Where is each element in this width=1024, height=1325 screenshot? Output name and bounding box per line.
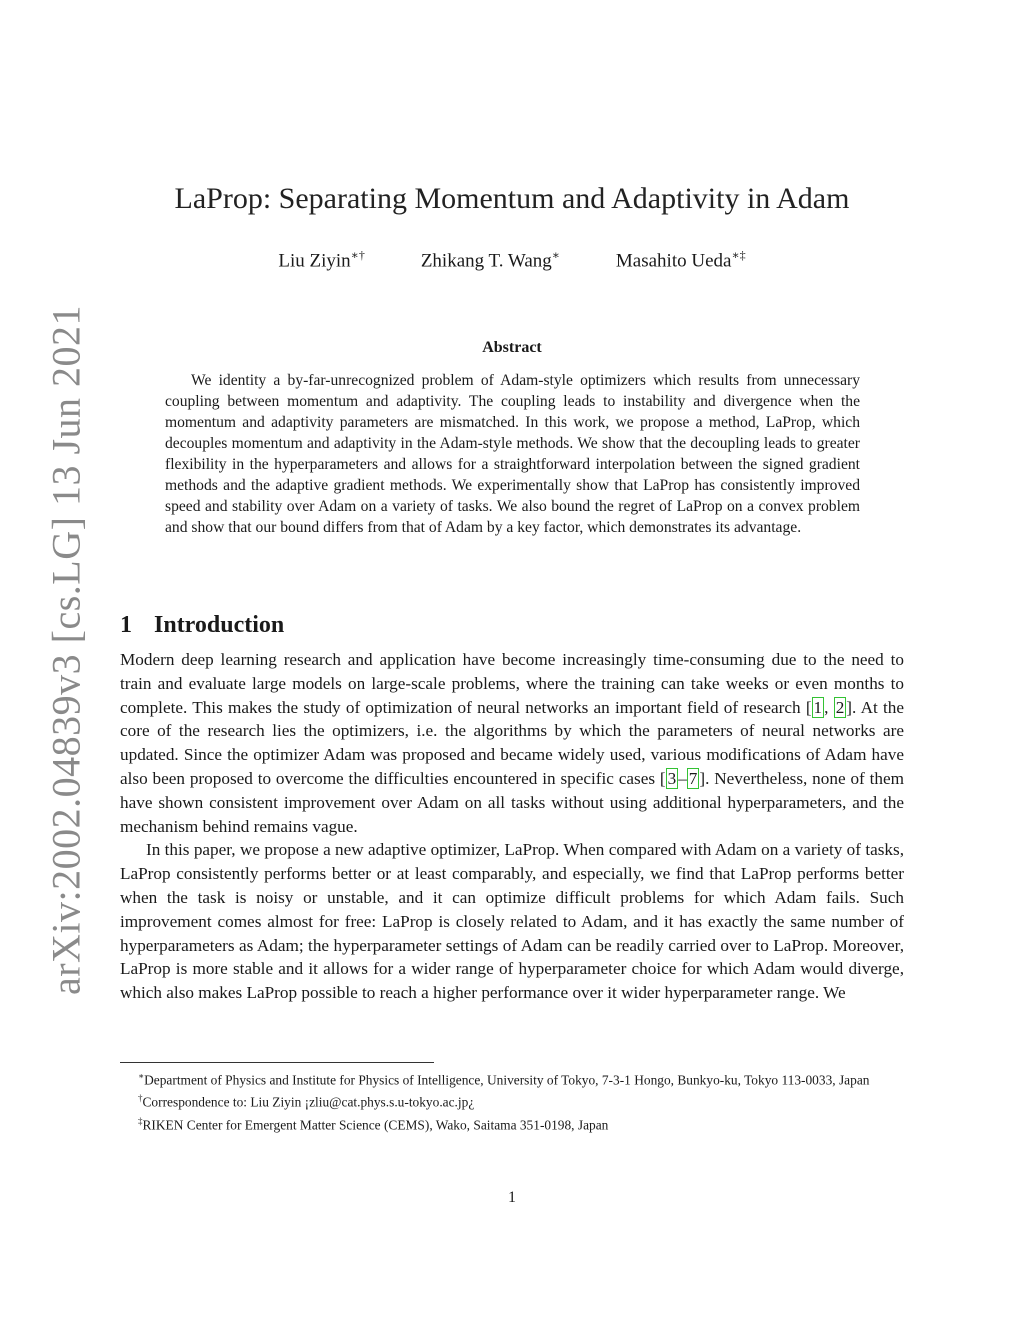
footnote-mark: ‡ (138, 1115, 143, 1126)
section-number: 1 (120, 612, 132, 638)
footnote (120, 1089, 904, 1111)
author-affiliation-marks: ∗† (350, 248, 365, 262)
introduction-body (120, 648, 904, 1005)
page-number: 1 (508, 1189, 516, 1206)
footnotes (120, 1067, 904, 1134)
arxiv-identifier: arXiv:2002.04839v3 [cs.LG] 13 Jun 2021 (43, 304, 89, 996)
author-3 (616, 248, 746, 272)
abstract-body: We identity a by-far-unrecognized problem of Adam-style optimizers which results from unnecessary coupling between momentum and adaptivity. The coupling leads to instability and divergence when the momentum and adaptivity parameters are mismatched. In this work, we propose a method, LaProp, which decouples momentum and adaptivity in the Adam-style methods. We show that the decoupling leads to greater flexibility in the hyperparameters and allows for a straightforward interpolation between the signed gradient methods and the adaptive gradient methods. We experimentally show that LaProp has consistently improved speed and stability over Adam on a variety of tasks. We also bound the regret of LaProp on a convex problem and show that our bound differs from that of Adam by a key factor, which demonstrates its advantage. (165, 372, 860, 536)
footnote (120, 1112, 904, 1134)
citation-link[interactable]: 1 (813, 697, 823, 717)
author-name: Zhikang T. Wang (420, 250, 552, 272)
footnote-divider (120, 1062, 434, 1063)
section-title: Introduction (154, 612, 285, 638)
author-affiliation-marks: ∗‡ (731, 248, 746, 262)
author-name: Liu Ziyin (278, 250, 351, 272)
footnote-text: RIKEN Center for Emergent Matter Science (CEMS), Wako, Saitama 351-0198, Japan (142, 1117, 609, 1133)
author-list (120, 248, 904, 272)
citation-link[interactable]: 3 (667, 768, 677, 788)
author-2 (421, 248, 560, 272)
author-1 (278, 248, 364, 272)
footnote-text: Department of Physics and Institute for Physics of Intelligence, University of Tokyo, 7-3-1 Hongo, Bunkyo-ku, Tokyo 113-0033, Japan (144, 1072, 870, 1088)
section-heading-introduction (120, 612, 284, 639)
author-name: Masahito Ueda (615, 250, 732, 272)
author-affiliation-marks: ∗ (551, 248, 560, 262)
citation-link[interactable]: 7 (688, 768, 698, 788)
citation-link[interactable]: 2 (835, 697, 845, 717)
paper-title: LaProp: Separating Momentum and Adaptivity in Adam (174, 182, 850, 215)
paragraph: Modern deep learning research and application have become increasingly time-consuming due to the need to train and evaluate large models on large-scale problems, where the training can take weeks or even months to complete. This makes the study of optimization of neural networks an important field of research [ 1 , 2 ]. At the core of the research lies the optimizers, i.e. the algorithms by which the parameters of neural networks are updated. Since the optimizer Adam was proposed and became widely used, various modifications of Adam have also been proposed to overcome the difficulties encountered in specific cases [ 3 – 7 ]. Nevertheless, none of them have shown consistent improvement over Adam on all tasks without using additional hyperparameters, and the mechanism behind remains vague. (120, 650, 905, 836)
footnote-mark: † (138, 1093, 143, 1104)
footnote-mark: ∗ (138, 1071, 145, 1081)
abstract-heading: Abstract (482, 339, 542, 356)
footnote (120, 1067, 904, 1089)
footnote-text: Correspondence to: Liu Ziyin ¡zliu@cat.phys.s.u-tokyo.ac.jp¿ (142, 1094, 475, 1110)
paragraph: In this paper, we propose a new adaptive optimizer, LaProp. When compared with Adam on a variety of tasks, LaProp consistently performs better or at least comparably, and especially, we find that LaProp performs better when the task is noisy or unstable, and it can optimize difficult problems for which Adam fails. Such improvement comes almost for free: LaProp is closely related to Adam, and it has exactly the same number of hyperparameters as Adam; the hyperparameter settings of Adam can be readily carried over to LaProp. Moreover, LaProp is more stable and it allows for a wider range of hyperparameter choice for which Adam would diverge, which also makes LaProp possible to reach a higher performance over it wider hyperparameter range. We (120, 840, 904, 1003)
